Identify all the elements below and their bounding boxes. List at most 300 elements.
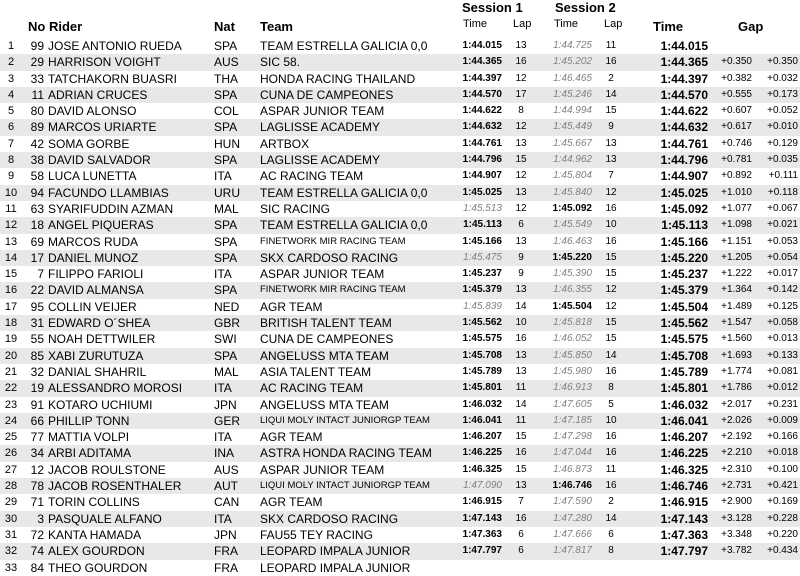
session2-lap-cell: 14 xyxy=(605,349,617,361)
nationality-cell: NED xyxy=(214,299,240,314)
position-cell: 12 xyxy=(4,219,18,232)
table-row xyxy=(0,527,800,543)
session1-time-cell: 1:46.915 xyxy=(462,496,502,508)
nationality-cell: ITA xyxy=(214,169,232,184)
best-time-cell: 1:45.025 xyxy=(660,185,708,200)
session1-time-cell: 1:47.363 xyxy=(462,528,502,540)
rider-number-cell: 63 xyxy=(30,201,44,216)
session2-time-cell: 1:47.044 xyxy=(553,447,592,459)
team-cell: ARTBOX xyxy=(260,136,310,151)
session2-time-cell: 1:46.873 xyxy=(553,463,592,475)
session2-lap-cell: 8 xyxy=(608,382,614,394)
session2-lap-cell: 15 xyxy=(605,317,617,329)
gap-to-leader-cell: +0.617 xyxy=(721,121,752,133)
rider-number-cell: 17 xyxy=(30,250,44,265)
rider-number-cell: 32 xyxy=(30,364,44,379)
rider-number-cell: 29 xyxy=(30,55,44,70)
nationality-cell: SWI xyxy=(214,332,237,347)
rider-number-cell: 12 xyxy=(30,462,44,477)
rider-name-cell: ARBI ADITAMA xyxy=(48,446,132,461)
session1-lap-cell: 12 xyxy=(515,170,527,182)
table-row xyxy=(0,364,800,380)
table-row xyxy=(0,136,800,152)
table-row xyxy=(0,201,800,217)
table-row xyxy=(0,282,800,298)
session1-time-cell: 1:45.166 xyxy=(462,235,502,247)
session2-lap-cell: 6 xyxy=(608,528,614,540)
position-cell: 18 xyxy=(4,317,18,330)
table-row xyxy=(0,429,800,445)
team-cell: ANGELUSS MTA TEAM xyxy=(260,397,389,412)
session1-lap-cell: 12 xyxy=(515,72,527,84)
gap-to-previous-cell: +0.118 xyxy=(767,186,798,198)
team-cell: SKX CARDOSO RACING xyxy=(260,511,399,526)
rider-name-cell: PHILLIP TONN xyxy=(48,413,130,428)
rider-number-cell: 18 xyxy=(30,218,44,233)
rider-number-cell: 55 xyxy=(30,332,44,347)
nationality-cell: AUS xyxy=(214,55,239,70)
gap-to-leader-cell: +0.555 xyxy=(721,88,752,100)
session1-time-cell: 1:44.622 xyxy=(462,105,502,117)
table-row xyxy=(0,380,800,396)
nationality-cell: FRA xyxy=(214,560,238,575)
table-row xyxy=(0,71,800,87)
position-cell: 13 xyxy=(4,235,18,248)
gap-to-leader-cell: +1.098 xyxy=(721,219,752,231)
session2-time-cell: 1:45.980 xyxy=(553,365,592,377)
table-row xyxy=(0,168,800,184)
best-time-cell: 1:47.143 xyxy=(660,511,708,526)
table-row xyxy=(0,54,800,70)
team-cell: FINETWORK MIR RACING TEAM xyxy=(260,235,406,247)
best-time-cell: 1:44.015 xyxy=(660,39,708,53)
rider-number-cell: 89 xyxy=(30,120,44,135)
position-cell: 11 xyxy=(5,202,17,215)
rider-name-cell: COLLIN VEIJER xyxy=(48,299,137,314)
results-header xyxy=(0,0,800,38)
gap-to-previous-cell: +0.012 xyxy=(767,382,798,394)
session2-time-cell: 1:47.666 xyxy=(553,528,592,540)
nationality-cell: INA xyxy=(214,446,235,461)
session1-lap-cell: 14 xyxy=(515,300,527,312)
session2-lap-cell: 16 xyxy=(605,202,617,214)
session1-time-cell: 1:45.839 xyxy=(463,300,502,312)
position-cell: 1 xyxy=(7,40,15,52)
table-row xyxy=(0,299,800,315)
session2-time-cell: 1:46.465 xyxy=(553,72,592,84)
rider-number-cell: 72 xyxy=(30,527,44,542)
gap-to-leader-cell: +3.348 xyxy=(721,528,752,540)
rider-name-cell: TORIN COLLINS xyxy=(48,495,140,510)
session2-lap-cell: 5 xyxy=(608,398,614,410)
gap-to-leader-cell: +1.693 xyxy=(721,349,752,361)
session2-time-header: Time xyxy=(554,18,579,30)
session1-lap-cell: 16 xyxy=(515,56,527,68)
session2-lap-cell: 15 xyxy=(605,105,617,117)
gap-to-leader-cell: +2.192 xyxy=(721,431,752,443)
rider-number-cell: 77 xyxy=(30,430,44,445)
gap-to-previous-cell: +0.052 xyxy=(767,105,798,117)
session1-lap-cell: 14 xyxy=(515,398,527,410)
position-cell: 31 xyxy=(4,528,18,541)
team-cell: TEAM ESTRELLA GALICIA 0,0 xyxy=(260,185,428,200)
nationality-cell: SPA xyxy=(214,120,238,135)
session2-time-cell: 1:45.804 xyxy=(553,170,592,182)
gap-to-previous-cell: +0.169 xyxy=(767,496,798,508)
nationality-cell: SPA xyxy=(214,218,238,233)
best-time-cell: 1:44.365 xyxy=(660,55,708,70)
gap-to-leader-cell: +0.892 xyxy=(721,170,752,182)
best-time-cell: 1:45.708 xyxy=(660,348,708,363)
rider-name-cell: MATTIA VOLPI xyxy=(48,430,130,445)
rider-name-cell: KOTARO UCHIUMI xyxy=(48,397,153,412)
session2-lap-cell: 16 xyxy=(605,365,617,377)
nationality-cell: COL xyxy=(214,104,239,119)
position-cell: 2 xyxy=(7,56,15,69)
session1-time-cell: 1:45.113 xyxy=(463,219,502,231)
rider-name-cell: DAVID SALVADOR xyxy=(48,153,151,168)
gap-to-leader-cell: +0.350 xyxy=(721,56,752,68)
gap-to-previous-cell: +0.220 xyxy=(767,528,798,540)
session2-lap-cell: 7 xyxy=(608,170,614,182)
team-cell: LIQUI MOLY INTACT JUNIORGP TEAM xyxy=(260,480,430,492)
position-cell: 3 xyxy=(7,72,15,85)
rider-name-cell: JACOB ROULSTONE xyxy=(48,462,166,477)
best-time-cell: 1:44.632 xyxy=(660,120,708,135)
gap-to-leader-cell: +1.786 xyxy=(721,382,752,394)
session2-lap-cell: 13 xyxy=(605,137,617,149)
session1-time-cell: 1:44.570 xyxy=(462,88,502,100)
best-time-cell: 1:47.363 xyxy=(660,527,708,542)
team-cell: ASPAR JUNIOR TEAM xyxy=(260,267,385,282)
gap-to-previous-cell: +0.111 xyxy=(768,170,798,182)
position-cell: 21 xyxy=(4,365,18,378)
session1-lap-cell: 9 xyxy=(518,268,524,280)
team-cell: FAU55 TEY RACING xyxy=(260,527,373,542)
session2-time-cell: 1:45.840 xyxy=(553,186,592,198)
session2-lap-cell: 16 xyxy=(605,56,617,68)
session2-time-cell: 1:46.746 xyxy=(552,480,592,492)
team-cell: SIC 58. xyxy=(260,55,301,70)
rider-name-cell: ALEX GOURDON xyxy=(48,544,145,559)
session2-lap-cell: 15 xyxy=(605,268,617,280)
team-cell: LAGLISSE ACADEMY xyxy=(260,120,381,135)
session2-time-cell: 1:46.463 xyxy=(553,235,592,247)
rider-name-cell: MARCOS URIARTE xyxy=(48,120,157,135)
rider-number-cell: 38 xyxy=(30,153,44,168)
session2-lap-cell: 12 xyxy=(605,186,617,198)
session1-time-cell: 1:45.708 xyxy=(462,349,502,361)
session1-header: Session 1 xyxy=(462,0,523,15)
position-cell: 14 xyxy=(4,251,18,264)
team-cell: AGR TEAM xyxy=(260,299,323,314)
gap-to-leader-cell: +1.547 xyxy=(721,317,752,329)
gap-to-previous-cell: +0.053 xyxy=(767,235,798,247)
session1-lap-cell: 10 xyxy=(515,317,527,329)
position-cell: 15 xyxy=(4,268,18,281)
session1-time-cell: 1:45.562 xyxy=(462,317,502,329)
table-row xyxy=(0,266,800,282)
team-cell: LEOPARD IMPALA JUNIOR xyxy=(260,560,411,575)
rider-name-cell: THEO GOURDON xyxy=(48,560,148,575)
session1-time-cell: 1:45.025 xyxy=(462,186,502,198)
nationality-cell: CAN xyxy=(214,495,240,510)
session1-time-cell: 1:45.475 xyxy=(463,251,502,263)
table-row xyxy=(0,152,800,168)
session1-lap-cell: 13 xyxy=(515,186,527,198)
gap-to-leader-cell: +1.010 xyxy=(721,186,752,198)
gap-to-leader-cell: +0.382 xyxy=(721,72,752,84)
gap-to-previous-cell: +0.100 xyxy=(767,463,798,475)
team-cell: BRITISH TALENT TEAM xyxy=(260,316,392,331)
session1-lap-cell: 9 xyxy=(518,251,524,263)
team-cell: ASPAR JUNIOR TEAM xyxy=(260,104,385,119)
session2-time-cell: 1:47.817 xyxy=(553,545,592,557)
session1-lap-cell: 6 xyxy=(518,219,524,231)
session2-lap-cell: 12 xyxy=(605,284,617,296)
gap-to-previous-cell: +0.129 xyxy=(767,137,798,149)
rider-name-cell: MARCOS RUDA xyxy=(48,234,139,249)
best-time-cell: 1:46.207 xyxy=(660,430,708,445)
team-cell: SKX CARDOSO RACING xyxy=(260,250,399,265)
position-cell: 16 xyxy=(4,284,18,297)
nationality-cell: SPA xyxy=(214,153,238,168)
session1-lap-cell: 11 xyxy=(515,414,527,426)
nationality-cell: ITA xyxy=(214,267,232,282)
session1-lap-cell: 13 xyxy=(515,40,527,51)
nationality-cell: SPA xyxy=(214,234,238,249)
rider-number-cell: 7 xyxy=(37,267,44,282)
team-cell: ASTRA HONDA RACING TEAM xyxy=(260,446,432,461)
gap-to-previous-cell: +0.054 xyxy=(767,251,798,263)
team-cell: FINETWORK MIR RACING TEAM xyxy=(260,284,406,296)
rider-name-cell: ALESSANDRO MOROSI xyxy=(48,381,183,396)
table-row xyxy=(0,494,800,510)
team-cell: CUNA DE CAMPEONES xyxy=(260,332,394,347)
nationality-cell: FRA xyxy=(214,544,238,559)
session1-lap-cell: 13 xyxy=(515,349,527,361)
best-time-cell: 1:44.397 xyxy=(660,71,708,86)
position-cell: 20 xyxy=(4,349,18,362)
nationality-cell: HUN xyxy=(214,136,240,151)
nationality-cell: MAL xyxy=(214,201,239,216)
rider-name-cell: XABI ZURUTUZA xyxy=(48,348,144,363)
rider-number-cell: 80 xyxy=(30,104,44,119)
session2-lap-cell: 9 xyxy=(608,121,614,133)
best-time-cell: 1:46.915 xyxy=(660,495,708,510)
table-row xyxy=(0,445,800,461)
session2-lap-cell: 11 xyxy=(605,40,617,51)
rider-number-cell: 69 xyxy=(30,234,44,249)
session1-time-header: Time xyxy=(463,18,488,30)
position-cell: 33 xyxy=(4,561,18,574)
gap-to-previous-cell: +0.067 xyxy=(767,202,798,214)
rider-number-cell: 22 xyxy=(30,283,44,298)
session1-time-cell: 1:47.797 xyxy=(462,545,502,557)
nat-header: Nat xyxy=(214,19,235,34)
rider-number-cell: 95 xyxy=(30,299,44,314)
best-time-cell: 1:46.325 xyxy=(660,462,708,477)
rider-name-cell: FACUNDO LLAMBIAS xyxy=(48,185,169,200)
best-time-cell: 1:47.797 xyxy=(660,544,708,559)
nationality-cell: MAL xyxy=(214,364,239,379)
rider-number-cell: 34 xyxy=(30,446,44,461)
gap-to-previous-cell: +0.032 xyxy=(767,72,798,84)
session1-time-cell: 1:46.032 xyxy=(462,398,502,410)
gap-header: Gap xyxy=(738,19,764,34)
session1-lap-cell: 11 xyxy=(515,382,527,394)
gap-to-leader-cell: +3.782 xyxy=(721,545,752,557)
session1-lap-cell: 13 xyxy=(515,235,527,247)
gap-to-leader-cell: +2.210 xyxy=(721,447,752,459)
session1-time-cell: 1:45.801 xyxy=(462,382,502,394)
session1-time-cell: 1:44.796 xyxy=(462,154,502,166)
rider-name-cell: DAVID ALMANSA xyxy=(48,283,144,298)
position-cell: 22 xyxy=(4,382,18,395)
table-row xyxy=(0,560,800,576)
rider-name-cell: JACOB ROSENTHALER xyxy=(48,479,182,494)
session2-lap-cell: 16 xyxy=(605,431,617,443)
session1-lap-cell: 17 xyxy=(515,88,527,100)
position-cell: 19 xyxy=(4,333,18,346)
session2-time-cell: 1:44.725 xyxy=(553,40,592,51)
best-time-cell: 1:46.041 xyxy=(660,413,708,428)
session2-time-cell: 1:47.280 xyxy=(553,512,592,524)
table-row xyxy=(0,348,800,364)
nationality-cell: SPA xyxy=(214,39,238,53)
gap-to-previous-cell: +0.010 xyxy=(767,121,798,133)
gap-to-previous-cell: +0.081 xyxy=(767,365,798,377)
rider-number-cell: 58 xyxy=(30,169,44,184)
best-time-cell: 1:45.237 xyxy=(660,267,708,282)
session2-lap-header: Lap xyxy=(604,18,623,30)
nationality-cell: JPN xyxy=(214,527,237,542)
session2-lap-cell: 16 xyxy=(605,480,617,492)
position-cell: 27 xyxy=(4,463,18,476)
position-cell: 32 xyxy=(4,545,18,558)
position-cell: 6 xyxy=(7,121,15,134)
position-cell: 23 xyxy=(4,398,18,411)
session2-time-cell: 1:45.092 xyxy=(552,202,592,214)
gap-to-leader-cell: +3.128 xyxy=(721,512,752,524)
session2-lap-cell: 2 xyxy=(608,496,614,508)
session1-time-cell: 1:46.207 xyxy=(462,431,502,443)
gap-to-leader-cell: +2.026 xyxy=(721,414,752,426)
table-row xyxy=(0,543,800,559)
session2-time-cell: 1:45.504 xyxy=(552,300,592,312)
session1-time-cell: 1:44.015 xyxy=(462,40,502,51)
best-time-cell: 1:46.746 xyxy=(660,479,708,494)
gap-to-previous-cell: +0.228 xyxy=(767,512,798,524)
session2-lap-cell: 10 xyxy=(605,414,617,426)
position-cell: 29 xyxy=(4,496,18,509)
session2-time-cell: 1:44.994 xyxy=(553,105,592,117)
table-row xyxy=(0,413,800,429)
gap-to-previous-cell: +0.133 xyxy=(767,349,798,361)
session2-time-cell: 1:45.818 xyxy=(553,317,592,329)
session1-lap-cell: 12 xyxy=(515,121,527,133)
session2-time-cell: 1:45.246 xyxy=(553,88,592,100)
gap-to-previous-cell: +0.142 xyxy=(767,284,798,296)
rider-name-cell: JOSE ANTONIO RUEDA xyxy=(48,39,182,53)
best-time-cell: 1:45.562 xyxy=(660,316,708,331)
session2-time-cell: 1:45.220 xyxy=(552,251,592,263)
rider-number-cell: 31 xyxy=(30,316,44,331)
best-time-cell: 1:45.166 xyxy=(660,234,708,249)
session1-lap-cell: 13 xyxy=(515,284,527,296)
table-row xyxy=(0,315,800,331)
session2-lap-cell: 13 xyxy=(605,154,617,166)
table-row xyxy=(0,103,800,119)
team-cell: ASIA TALENT TEAM xyxy=(260,364,372,379)
best-time-cell: 1:46.032 xyxy=(660,397,708,412)
position-cell: 30 xyxy=(4,512,18,525)
position-cell: 25 xyxy=(4,431,18,444)
best-time-cell: 1:45.220 xyxy=(660,250,708,265)
gap-to-previous-cell: +0.018 xyxy=(767,447,798,459)
rider-name-cell: SOMA GORBE xyxy=(48,136,130,151)
gap-to-previous-cell: +0.017 xyxy=(767,268,798,280)
time-header: Time xyxy=(653,19,684,34)
rider-name-cell: EDWARD O´SHEA xyxy=(48,316,151,331)
gap-to-leader-cell: +0.781 xyxy=(721,154,752,166)
table-row xyxy=(0,119,800,135)
session1-lap-cell: 13 xyxy=(515,480,527,492)
nationality-cell: ITA xyxy=(214,381,232,396)
gap-to-previous-cell: +0.021 xyxy=(767,219,798,231)
session2-time-cell: 1:44.962 xyxy=(553,154,592,166)
best-time-cell: 1:44.570 xyxy=(660,87,708,102)
team-cell: AC RACING TEAM xyxy=(260,169,364,184)
rider-number-cell: 42 xyxy=(30,136,44,151)
session1-lap-cell: 15 xyxy=(515,463,527,475)
nationality-cell: URU xyxy=(214,185,240,200)
session1-lap-cell: 12 xyxy=(515,202,527,214)
session2-lap-cell: 14 xyxy=(605,88,617,100)
team-cell: AGR TEAM xyxy=(260,430,323,445)
session2-lap-cell: 15 xyxy=(605,251,617,263)
rider-name-cell: ANGEL PIQUERAS xyxy=(48,218,154,233)
nationality-cell: JPN xyxy=(214,397,237,412)
gap-to-previous-cell: +0.173 xyxy=(767,88,798,100)
nationality-cell: SPA xyxy=(214,348,238,363)
session2-lap-cell: 11 xyxy=(605,463,617,475)
table-row xyxy=(0,217,800,233)
table-row xyxy=(0,511,800,527)
table-row xyxy=(0,185,800,201)
table-row xyxy=(0,38,800,54)
session2-lap-cell: 8 xyxy=(608,545,614,557)
rider-name-cell: TATCHAKORN BUASRI xyxy=(48,71,177,86)
session2-lap-cell: 16 xyxy=(605,235,617,247)
session1-lap-cell: 15 xyxy=(515,154,527,166)
session2-lap-cell: 14 xyxy=(605,512,617,524)
session1-time-cell: 1:45.237 xyxy=(462,268,502,280)
session1-time-cell: 1:45.379 xyxy=(462,284,502,296)
rider-number-cell: 71 xyxy=(30,495,44,510)
rider-number-cell: 3 xyxy=(37,511,44,526)
gap-to-leader-cell: +2.900 xyxy=(721,496,752,508)
gap-to-previous-cell: +0.350 xyxy=(767,56,798,68)
session1-lap-cell: 15 xyxy=(515,431,527,443)
session1-lap-cell: 16 xyxy=(515,333,527,345)
nationality-cell: ITA xyxy=(214,430,232,445)
best-time-cell: 1:44.796 xyxy=(660,153,708,168)
session1-time-cell: 1:45.575 xyxy=(462,333,502,345)
gap-to-previous-cell: +0.058 xyxy=(767,317,798,329)
session1-time-cell: 1:44.397 xyxy=(462,72,502,84)
gap-to-leader-cell: +1.222 xyxy=(721,268,752,280)
